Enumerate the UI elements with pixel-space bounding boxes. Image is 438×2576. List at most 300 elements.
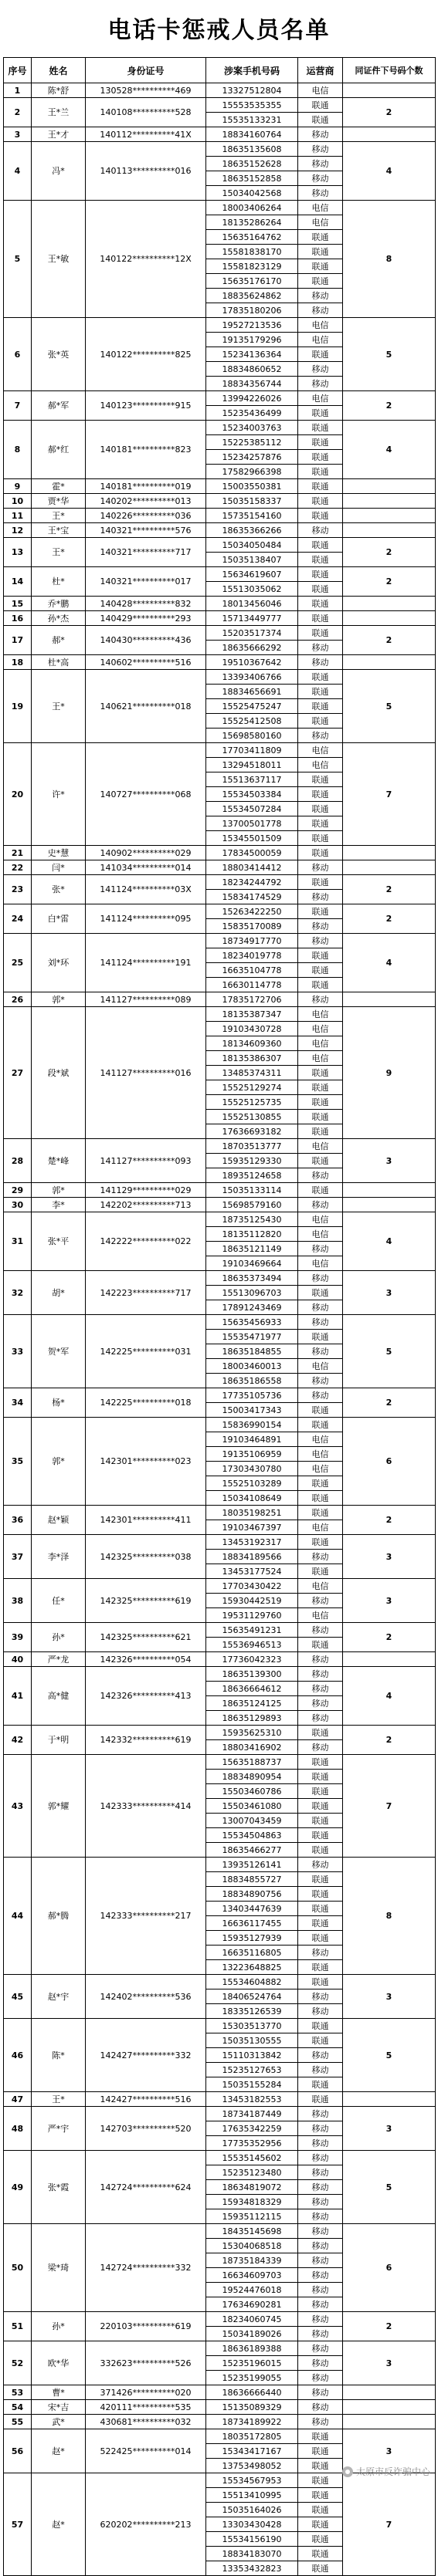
phone-cell: 15698580160 [206,729,298,743]
carrier-cell: 电信 [298,1051,343,1066]
name-cell: 赵* [32,2473,86,2576]
count-cell: 5 [343,318,436,391]
phone-cell: 16630114778 [206,978,298,992]
phone-cell: 15634619607 [206,567,298,582]
id-number-cell: 142325**********038 [86,1535,206,1579]
carrier-cell: 联通 [298,1330,343,1344]
phone-cell: 15635456933 [206,1315,298,1330]
carrier-cell: 联通 [298,494,343,509]
phone-cell: 18635152628 [206,157,298,171]
count-cell [343,1183,436,1198]
phone-cell: 15534507284 [206,802,298,816]
table-row [4,318,436,333]
header-id: 身份证号 [86,58,206,83]
id-number-cell: 140202**********013 [86,494,206,509]
count-cell: 6 [343,1418,436,1506]
id-number-cell: 141124**********191 [86,934,206,992]
phone-cell: 15635188737 [206,1755,298,1770]
count-cell: 2 [343,875,436,904]
count-cell: 4 [343,934,436,992]
table-row [4,1388,436,1403]
phone-cell: 15035164026 [206,2503,298,2517]
carrier-cell: 联通 [298,538,343,553]
name-cell: 郝*腾 [32,1858,86,1975]
carrier-cell: 联通 [298,2473,343,2488]
carrier-cell: 联通 [298,1931,343,1946]
carrier-cell: 移动 [298,2341,343,2356]
table-row [4,875,436,890]
name-cell: 郝* [32,626,86,655]
name-cell: 杨* [32,1388,86,1418]
carrier-cell: 联通 [298,2019,343,2033]
id-number-cell: 142332**********619 [86,1726,206,1755]
count-cell [343,479,436,494]
id-number-cell: 142225**********031 [86,1315,206,1388]
phone-cell: 15110313842 [206,2048,298,2063]
carrier-cell: 联通 [298,611,343,626]
phone-cell: 17703430422 [206,1579,298,1594]
phone-cell: 18834890954 [206,1770,298,1784]
carrier-cell: 电信 [298,1212,343,1227]
seq-cell: 20 [4,743,32,846]
phone-cell: 15234003763 [206,421,298,435]
carrier-cell: 电信 [298,1447,343,1462]
carrier-cell: 移动 [298,142,343,157]
id-number-cell: 140181**********019 [86,479,206,494]
name-cell: 赵* [32,2429,86,2473]
name-cell: 刘*环 [32,934,86,992]
phone-cell: 18635139300 [206,1667,298,1682]
phone-cell: 15513096703 [206,1286,298,1300]
seq-cell: 35 [4,1418,32,1506]
carrier-cell: 电信 [298,1227,343,1242]
carrier-cell: 联通 [298,1154,343,1168]
id-number-cell: 140321**********017 [86,567,206,597]
carrier-cell: 联通 [298,1755,343,1770]
seq-cell: 55 [4,2415,32,2429]
carrier-cell: 电信 [298,1036,343,1051]
phone-cell: 17891243469 [206,1300,298,1315]
count-cell [343,2415,436,2429]
phone-cell: 13327512804 [206,83,298,98]
id-number-cell: 140226**********036 [86,509,206,523]
phone-cell: 17835180206 [206,303,298,318]
seq-cell: 57 [4,2473,32,2576]
phone-cell: 15035138407 [206,553,298,567]
id-number-cell: 140113**********016 [86,142,206,201]
carrier-cell: 联通 [298,245,343,259]
phone-cell: 15225385112 [206,435,298,450]
name-cell: 郭* [32,992,86,1007]
count-cell: 8 [343,201,436,318]
phone-cell: 18734187449 [206,2107,298,2121]
id-number-cell: 620202**********213 [86,2473,206,2576]
carrier-cell: 联通 [298,1491,343,1506]
carrier-cell: 电信 [298,1462,343,1476]
carrier-cell: 移动 [298,2151,343,2165]
phone-cell: 17736042323 [206,1652,298,1667]
id-number-cell: 142402**********536 [86,1975,206,2019]
seq-cell: 23 [4,875,32,904]
table-row [4,2400,436,2415]
count-cell [343,2385,436,2400]
carrier-cell: 移动 [298,2180,343,2195]
count-cell [343,1198,436,1212]
header-phone: 涉案手机号码 [206,58,298,83]
count-cell [343,611,436,626]
count-cell: 2 [343,2312,436,2341]
count-cell: 2 [343,567,436,597]
seq-cell: 28 [4,1139,32,1183]
id-number-cell: 140122**********825 [86,318,206,391]
count-cell: 2 [343,1726,436,1755]
carrier-cell: 移动 [298,2165,343,2180]
seq-cell: 44 [4,1858,32,1975]
carrier-cell: 电信 [298,318,343,333]
seq-cell: 56 [4,2429,32,2473]
phone-cell: 15536946513 [206,1638,298,1652]
carrier-cell: 联通 [298,846,343,860]
seq-cell: 18 [4,655,32,670]
carrier-cell: 电信 [298,1139,343,1154]
phone-cell: 19103430728 [206,1022,298,1036]
count-cell [343,1652,436,1667]
carrier-cell: 联通 [298,2503,343,2517]
carrier-cell: 联通 [298,1110,343,1124]
carrier-cell: 联通 [298,1506,343,1520]
carrier-cell: 联通 [298,347,343,362]
count-cell: 4 [343,1212,436,1271]
name-cell: 闫* [32,860,86,875]
phone-cell: 15343417167 [206,2444,298,2459]
count-cell: 2 [343,1506,436,1535]
id-number-cell: 142427**********516 [86,2092,206,2107]
phone-cell: 18834356744 [206,377,298,391]
id-number-cell: 130528**********469 [86,83,206,98]
phone-cell: 18734189922 [206,2415,298,2429]
carrier-cell: 移动 [298,2239,343,2253]
phone-cell: 18013456046 [206,597,298,611]
phone-cell: 18003460013 [206,1359,298,1374]
phone-cell: 15635176170 [206,274,298,289]
phone-cell: 13294518011 [206,758,298,772]
table-row [4,421,436,435]
table-row [4,934,436,948]
carrier-cell: 联通 [298,1403,343,1418]
phone-cell: 18803416902 [206,1740,298,1755]
id-number-cell: 140123**********915 [86,391,206,421]
table-row [4,567,436,582]
table-row [4,1506,436,1520]
phone-cell: 15535133231 [206,113,298,127]
name-cell: 郭* [32,1183,86,1198]
carrier-cell: 联通 [298,406,343,421]
carrier-cell: 联通 [298,831,343,846]
phone-cell: 15534604882 [206,1975,298,1989]
phone-cell: 18635184855 [206,1344,298,1359]
id-number-cell: 140902**********029 [86,846,206,860]
phone-cell: 15535471977 [206,1330,298,1344]
wechat-icon [342,2466,353,2477]
phone-cell: 18435145698 [206,2224,298,2239]
id-number-cell: 142202**********713 [86,1198,206,1212]
carrier-cell: 联通 [298,670,343,685]
phone-cell: 15525475247 [206,699,298,714]
table-row [4,1139,436,1154]
phone-cell: 15935127939 [206,1931,298,1946]
count-cell: 3 [343,2107,436,2151]
phone-cell: 15698579160 [206,1198,298,1212]
table-row [4,2429,436,2444]
seq-cell: 49 [4,2151,32,2224]
phone-cell: 15513637117 [206,772,298,787]
name-cell: 孙* [32,1623,86,1652]
seq-cell: 11 [4,509,32,523]
carrier-cell: 联通 [298,435,343,450]
carrier-cell: 联通 [298,904,343,919]
phone-cell: 17303430780 [206,1462,298,1476]
phone-cell: 13994226026 [206,391,298,406]
carrier-cell: 联通 [298,553,343,567]
carrier-cell: 移动 [298,934,343,948]
table-row [4,509,436,523]
carrier-cell: 联通 [298,230,343,245]
phone-cell: 15034042568 [206,186,298,201]
phone-cell: 19103464891 [206,1432,298,1447]
phone-cell: 15234257876 [206,450,298,465]
phone-cell: 15534504863 [206,1828,298,1843]
carrier-cell: 电信 [298,391,343,406]
count-cell: 7 [343,1755,436,1858]
count-cell [343,2092,436,2107]
phone-cell: 19103469664 [206,1256,298,1271]
carrier-cell: 联通 [298,2092,343,2107]
table-row [4,992,436,1007]
phone-cell: 15935129330 [206,1154,298,1168]
phone-cell: 18406524764 [206,1989,298,2004]
carrier-cell: 联通 [298,1286,343,1300]
phone-cell: 18834656691 [206,685,298,699]
name-cell: 严*龙 [32,1652,86,1667]
seq-cell: 47 [4,2092,32,2107]
table-row [4,142,436,157]
carrier-cell: 联通 [298,2459,343,2473]
carrier-cell: 联通 [298,978,343,992]
count-cell: 5 [343,670,436,743]
name-cell: 欧*华 [32,2341,86,2385]
phone-cell: 15513410995 [206,2488,298,2503]
carrier-cell: 移动 [298,157,343,171]
carrier-cell: 联通 [298,948,343,963]
phone-cell: 13485374311 [206,1066,298,1080]
carrier-cell: 联通 [298,2547,343,2561]
table-row [4,2092,436,2107]
phone-cell: 17735352956 [206,2136,298,2151]
count-cell [343,494,436,509]
phone-cell: 19527213536 [206,318,298,333]
phone-cell: 15513035062 [206,582,298,597]
phone-cell: 16636117455 [206,1916,298,1931]
seq-cell: 30 [4,1198,32,1212]
table-row [4,611,436,626]
carrier-cell: 电信 [298,1579,343,1594]
carrier-cell: 联通 [298,1638,343,1652]
table-row [4,2415,436,2429]
phone-cell: 15234136364 [206,347,298,362]
phone-cell: 15534503384 [206,787,298,802]
carrier-cell: 电信 [298,758,343,772]
phone-cell: 18135112820 [206,1227,298,1242]
carrier-cell: 联通 [298,2488,343,2503]
id-number-cell: 142427**********332 [86,2019,206,2092]
name-cell: 王* [32,2092,86,2107]
seq-cell: 32 [4,1271,32,1315]
phone-cell: 18635135608 [206,142,298,157]
seq-cell: 21 [4,846,32,860]
count-cell: 2 [343,538,436,567]
name-cell: 王* [32,670,86,743]
phone-cell: 15034050484 [206,538,298,553]
carrier-cell: 联通 [298,626,343,641]
phone-cell: 18635373494 [206,1271,298,1286]
header-carrier: 运营商 [298,58,343,83]
id-number-cell: 420111**********535 [86,2400,206,2415]
carrier-cell: 联通 [298,685,343,699]
count-cell [343,860,436,875]
phone-cell: 15534156190 [206,2532,298,2547]
table-row [4,538,436,553]
carrier-cell: 移动 [298,2297,343,2312]
table-row [4,1623,436,1638]
phone-cell: 18834860652 [206,362,298,377]
phone-cell: 18035172805 [206,2429,298,2444]
count-cell: 3 [343,2429,436,2473]
phone-cell: 15553535355 [206,98,298,113]
name-cell: 胡* [32,1271,86,1315]
phone-cell: 18835624862 [206,289,298,303]
count-cell: 3 [343,2341,436,2385]
count-cell: 4 [343,142,436,201]
phone-cell: 15235199055 [206,2371,298,2385]
header-name: 姓名 [32,58,86,83]
header-count: 同证件下号码个数 [343,58,436,83]
carrier-cell: 移动 [298,2400,343,2415]
phone-cell: 17834500059 [206,846,298,860]
phone-cell: 18735125430 [206,1212,298,1227]
phone-cell: 16634609703 [206,2268,298,2283]
table-row [4,98,436,113]
count-cell: 2 [343,626,436,655]
phone-cell: 15135089329 [206,2400,298,2415]
count-cell: 3 [343,1271,436,1315]
id-number-cell: 141124**********095 [86,904,206,934]
carrier-cell: 移动 [298,1696,343,1711]
count-cell: 7 [343,2473,436,2576]
phone-cell: 18834890756 [206,1887,298,1902]
seq-cell: 37 [4,1535,32,1579]
carrier-cell: 联通 [298,479,343,494]
phone-cell: 15345501509 [206,831,298,846]
name-cell: 冯* [32,142,86,201]
phone-cell: 15503460786 [206,1784,298,1799]
table-row [4,1007,436,1022]
table-row [4,860,436,875]
phone-cell: 18834189566 [206,1550,298,1564]
phone-cell: 18135387347 [206,1007,298,1022]
carrier-cell: 移动 [298,1242,343,1256]
seq-cell: 40 [4,1652,32,1667]
carrier-cell: 移动 [298,303,343,318]
table-row [4,1198,436,1212]
phone-cell: 15035158337 [206,494,298,509]
phone-cell: 13700501778 [206,816,298,831]
table-row [4,1315,436,1330]
phone-cell: 18234244792 [206,875,298,890]
carrier-cell: 移动 [298,362,343,377]
carrier-cell: 联通 [298,450,343,465]
table-row [4,1652,436,1667]
carrier-cell: 移动 [298,523,343,538]
table-row [4,127,436,142]
carrier-cell: 移动 [298,2209,343,2224]
name-cell: 张*英 [32,318,86,391]
carrier-cell: 移动 [298,289,343,303]
carrier-cell: 移动 [298,1344,343,1359]
phone-cell: 18935124658 [206,1168,298,1183]
id-number-cell: 140621**********018 [86,670,206,743]
carrier-cell: 联通 [298,1080,343,1095]
name-cell: 王*才 [32,127,86,142]
seq-cell: 27 [4,1007,32,1139]
phone-cell: 13935126141 [206,1858,298,1872]
count-cell: 2 [343,98,436,127]
carrier-cell: 联通 [298,1418,343,1432]
phone-cell: 18735184339 [206,2253,298,2268]
carrier-cell: 移动 [298,641,343,655]
phone-cell: 17634690281 [206,2297,298,2312]
name-cell: 李* [32,1198,86,1212]
carrier-cell: 移动 [298,1198,343,1212]
table-row [4,1212,436,1227]
carrier-cell: 联通 [298,1814,343,1828]
phone-cell: 18234019778 [206,948,298,963]
name-cell: 王*宝 [32,523,86,538]
seq-cell: 33 [4,1315,32,1388]
seq-cell: 6 [4,318,32,391]
phone-cell: 19524476018 [206,2283,298,2297]
phone-cell: 13223648825 [206,1960,298,1975]
table-header-row [4,58,436,83]
carrier-cell: 联通 [298,1726,343,1740]
name-cell: 任* [32,1579,86,1623]
name-cell: 王* [32,538,86,567]
count-cell [343,655,436,670]
carrier-cell: 移动 [298,2136,343,2151]
count-cell [343,509,436,523]
carrier-cell: 移动 [298,377,343,391]
carrier-cell: 联通 [298,1799,343,1814]
carrier-cell: 电信 [298,1520,343,1535]
table-row [4,523,436,538]
carrier-cell: 移动 [298,2283,343,2297]
table-row [4,2312,436,2327]
carrier-cell: 移动 [298,2253,343,2268]
id-number-cell: 220103**********619 [86,2312,206,2341]
phone-cell: 13303430428 [206,2517,298,2532]
seq-cell: 8 [4,421,32,479]
seq-cell: 31 [4,1212,32,1271]
id-number-cell: 140727**********068 [86,743,206,846]
